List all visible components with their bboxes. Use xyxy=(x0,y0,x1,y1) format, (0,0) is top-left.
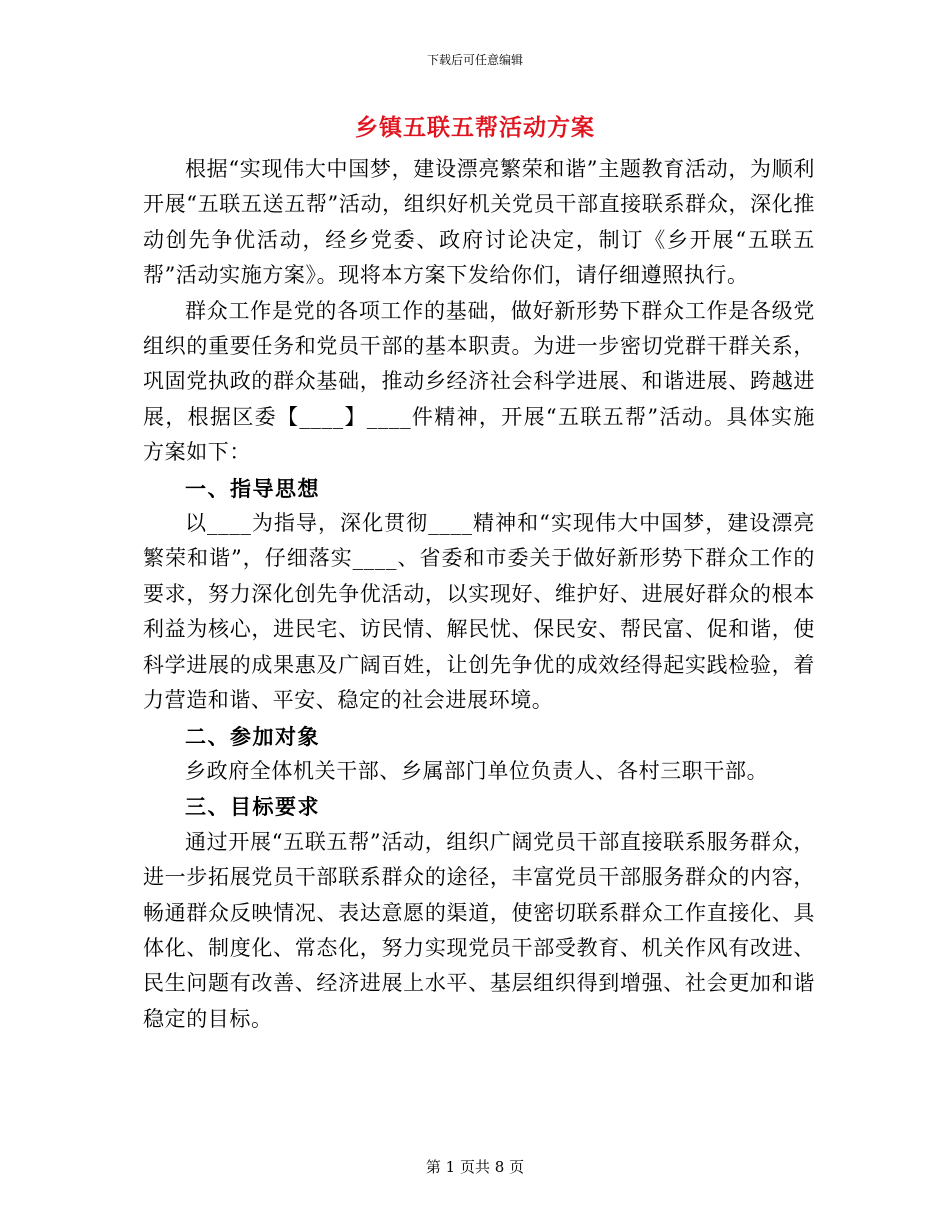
document-body xyxy=(143,152,815,1037)
document-title: 乡镇五联五帮活动方案 xyxy=(355,114,595,141)
section-heading-participants: 二、参加对象 xyxy=(185,723,320,749)
intro-paragraph: 群众工作是党的各项工作的基础，做好新形势下群众工作是各级党组织的重要任务和党员干部的基本职责。为进一步密切党群干群关系，巩固党执政的群众基础，推动乡经济社会科学进展、和谐进展、跨越进展，根据区委【____】____件精神，开展“五联五帮”活动。具体实施方案如下： xyxy=(143,298,815,465)
section-paragraph-guiding-ideology: 以____为指导，深化贯彻____精神和“实现伟大中国梦，建设漂亮繁荣和谐”，仔细落实____、省委和市委关于做好新形势下群众工作的要求，努力深化创先争优活动，以实现好、维护好、进展好群众的根本利益为核心，进民宅、访民情、解民忧、保民安、帮民富、促和谐，使科学进展的成果惠及广阔百姓，让创先争优的成效经得起实践检验，着力营造和谐、平安、稳定的社会进展环境。 xyxy=(143,511,815,713)
section-paragraph-participants: 乡政府全体机关干部、乡属部门单位负责人、各村三职干部。 xyxy=(185,758,769,783)
page-number: 第 1 页共 8 页 xyxy=(425,1158,525,1176)
section-paragraph-goals: 通过开展“五联五帮”活动，组织广阔党员干部直接联系服务群众，进一步拓展党员干部联系群众的途径，丰富党员干部服务群众的内容，畅通群众反映情况、表达意愿的渠道，使密切联系群众工作直接化、具体化、制度化、常态化，努力实现党员干部受教育、机关作风有改进、民生问题有改善、经济进展上水平、基层组织得到增强、社会更加和谐稳定的目标。 xyxy=(143,829,815,1031)
intro-paragraph: 根据“实现伟大中国梦，建设漂亮繁荣和谐”主题教育活动，为顺利开展“五联五送五帮”活动，组织好机关党员干部直接联系群众，深化推动创先争优活动，经乡党委、政府讨论决定，制订《乡开展“五联五帮”活动实施方案》。现将本方案下发给你们，请仔细遵照执行。 xyxy=(143,157,815,288)
section-heading-guiding-ideology: 一、指导思想 xyxy=(185,475,320,501)
page-header-note: 下载后可任意编辑 xyxy=(426,53,523,67)
section-heading-goals: 三、目标要求 xyxy=(185,794,320,820)
